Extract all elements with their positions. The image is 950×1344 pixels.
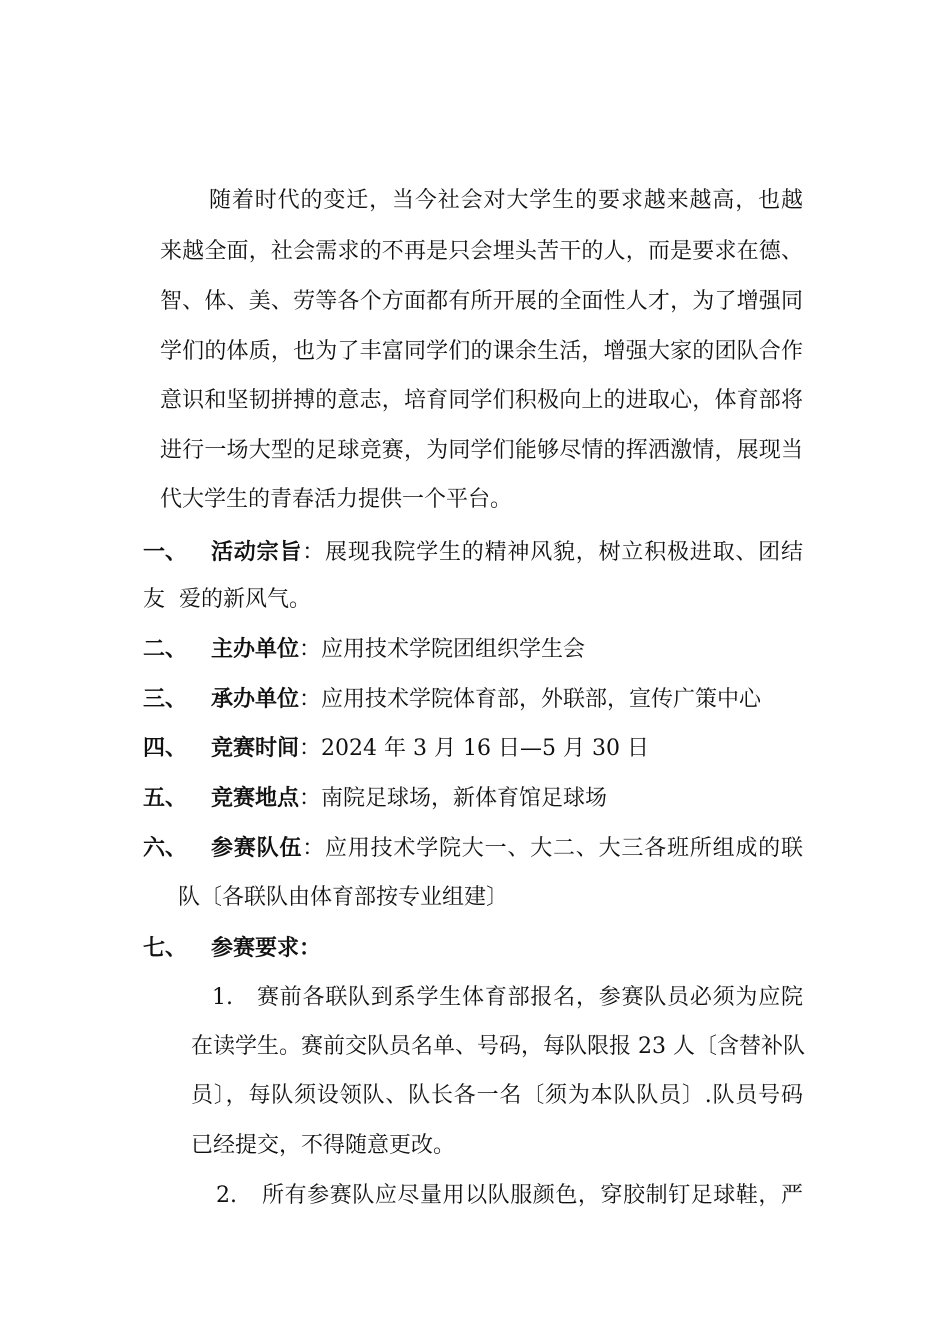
intro-line-4: 学们的体质，也为了丰富同学们的课余生活，增强大家的团队合作 (160, 339, 803, 364)
section-number: 三、 (143, 686, 188, 712)
section-text: 应用技术学院团组织学生会 (321, 637, 586, 662)
section-separator: ： (299, 935, 322, 961)
section-label: 承办单位 (211, 686, 300, 712)
requirement-line: 已经提交，不得随意更改。 (191, 1133, 456, 1158)
section-separator: ： (299, 736, 322, 761)
section-separator: ： (299, 687, 322, 712)
section-number: 四、 (143, 735, 188, 761)
intro-line-1: 随着时代的变迁，当今社会对大学生的要求越来越高，也越 (209, 188, 803, 213)
requirement-line: 赛前各联队到系学生体育部报名，参赛队员必须为应院 (257, 985, 803, 1010)
section-label: 主办单位 (211, 636, 300, 662)
section-number: 七、 (143, 935, 188, 961)
requirement-line: 员〕，每队须设领队、队长各一名〔须为本队队员〕.队员号码 (191, 1083, 803, 1108)
requirement-line: 所有参赛队应尽量用以队服颜色，穿胶制钉足球鞋，严 (262, 1183, 803, 1208)
section-number: 二、 (143, 636, 188, 662)
section-label: 竞赛地点 (211, 785, 300, 811)
section-number: 五、 (143, 785, 188, 811)
section-content (211, 537, 803, 568)
requirement-number: 2. (216, 1183, 237, 1208)
section-separator: ： (299, 637, 322, 662)
section-label: 参赛队伍 (211, 835, 303, 861)
section-content (211, 684, 761, 715)
section-content (211, 783, 607, 814)
intro-line-2: 来越全面，社会需求的不再是只会埋头苦干的人，而是要求在德、 (160, 239, 803, 264)
section-label: 竞赛时间 (211, 735, 300, 761)
section-content (211, 833, 803, 864)
section-separator: ： (302, 836, 326, 861)
section-text: 展现我院学生的精神风貌，树立积极进取、团结 (325, 540, 803, 565)
intro-line-6: 进行一场大型的足球竞赛，为同学们能够尽情的挥洒激情，展现当 (160, 438, 803, 463)
section-text: 应用技术学院大一、大二、大三各班所组成的联 (325, 836, 803, 861)
section-separator: ： (299, 786, 322, 811)
requirement-line: 在读学生。赛前交队员名单、号码，每队限报 23 人〔含替补队 (191, 1034, 805, 1059)
section-label: 参赛要求 (211, 935, 300, 961)
section-text: 应用技术学院体育部，外联部，宣传广策中心 (321, 687, 762, 712)
section-content (211, 933, 321, 964)
section-number: 一、 (143, 539, 188, 565)
section-continuation: 友 爱的新风气。 (143, 587, 311, 612)
requirement-number: 1. (212, 985, 233, 1010)
section-content (211, 733, 649, 764)
section-number: 六、 (143, 835, 188, 861)
section-text: 2024 年 3 月 16 日—5 月 30 日 (321, 736, 649, 761)
section-text: 南院足球场，新体育馆足球场 (321, 786, 608, 811)
section-label: 活动宗旨 (211, 539, 303, 565)
section-continuation: 队〔各联队由体育部按专业组建〕 (178, 885, 509, 910)
intro-line-5: 意识和坚韧拼搏的意志，培育同学们积极向上的进取心，体育部将 (160, 388, 803, 413)
section-separator: ： (302, 540, 326, 565)
section-content (211, 634, 585, 665)
intro-line-3: 智、体、美、劳等各个方面都有所开展的全面性人才，为了增强同 (160, 289, 803, 314)
intro-line-7: 代大学生的青春活力提供一个平台。 (160, 487, 513, 512)
